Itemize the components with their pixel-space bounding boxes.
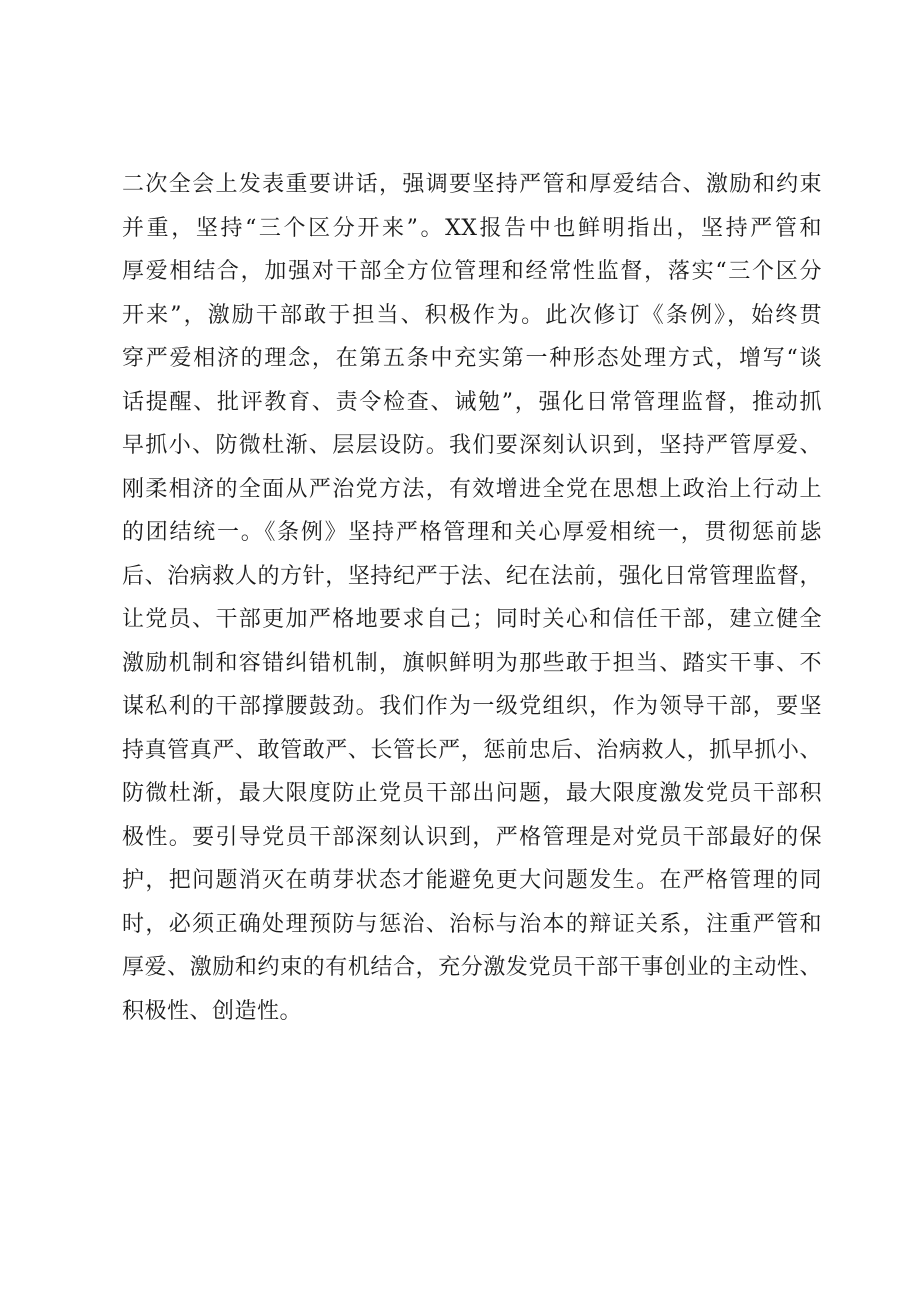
paragraph-line: 持真管真严、敢管敢严、长管长严，惩前忠后、治病救人，抓早抓小、 (122, 737, 822, 763)
paragraph-line: 时，必须正确处理预防与惩治、治标与治本的辩证关系，注重严管和 (122, 911, 822, 937)
paragraph-line: 并重，坚持“三个区分开来”。XX报告中也鲜明指出，坚持严管和 (122, 215, 822, 241)
paragraph-line: 后、治病救人的方针，坚持纪严于法、纪在法前，强化日常管理监督， (122, 563, 822, 589)
paragraph-line: 早抓小、防微杜渐、层层设防。我们要深刻认识到，坚持严管厚爱、 (122, 433, 822, 458)
paragraph-line: 刚柔相济的全面从严治党方法，有效增进全党在思想上政治上行动上 (122, 476, 822, 502)
body-paragraph (122, 163, 822, 1033)
paragraph-line: 开来”，激励干部敢于担当、积极作为。此次修订《条例》，始终贯 (122, 302, 822, 328)
paragraph-line: 穿严爱相济的理念，在第五条中充实第一种形态处理方式，增写“谈 (122, 346, 822, 371)
paragraph-line: 护，把问题消灭在萌芽状态才能避免更大问题发生。在严格管理的同 (122, 868, 822, 893)
paragraph-line: 厚爱相结合，加强对干部全方位管理和经常性监督，落实“三个区分 (122, 259, 822, 284)
paragraph-line: 厚爱、激励和约束的有机结合，充分激发党员干部干事创业的主动性、 (122, 955, 822, 980)
paragraph-line: 极性。要引导党员干部深刻认识到，严格管理是对党员干部最好的保 (122, 824, 822, 850)
paragraph-line: 二次全会上发表重要讲话，强调要坚持严管和厚爱结合、激励和约束 (122, 172, 822, 197)
paragraph-line: 谋私利的干部撑腰鼓劲。我们作为一级党组织，作为领导干部，要坚 (122, 694, 822, 719)
paragraph-line: 的团结统一。《条例》坚持严格管理和关心厚爱相统一，贯彻惩前毖 (122, 520, 822, 545)
paragraph-line: 防微杜渐，最大限度防止党员干部出问题，最大限度激发党员干部积 (122, 781, 822, 806)
paragraph-line: 积极性、创造性。 (122, 998, 303, 1024)
paragraph-line: 话提醒、批评教育、责令检查、诫勉”，强化日常管理监督，推动抓 (122, 389, 822, 415)
paragraph-line: 激励机制和容错纠错机制，旗帜鲜明为那些敢于担当、踏实干事、不 (122, 650, 822, 676)
paragraph-line: 让党员、干部更加严格地要求自己；同时关心和信任干部，建立健全 (122, 607, 822, 632)
